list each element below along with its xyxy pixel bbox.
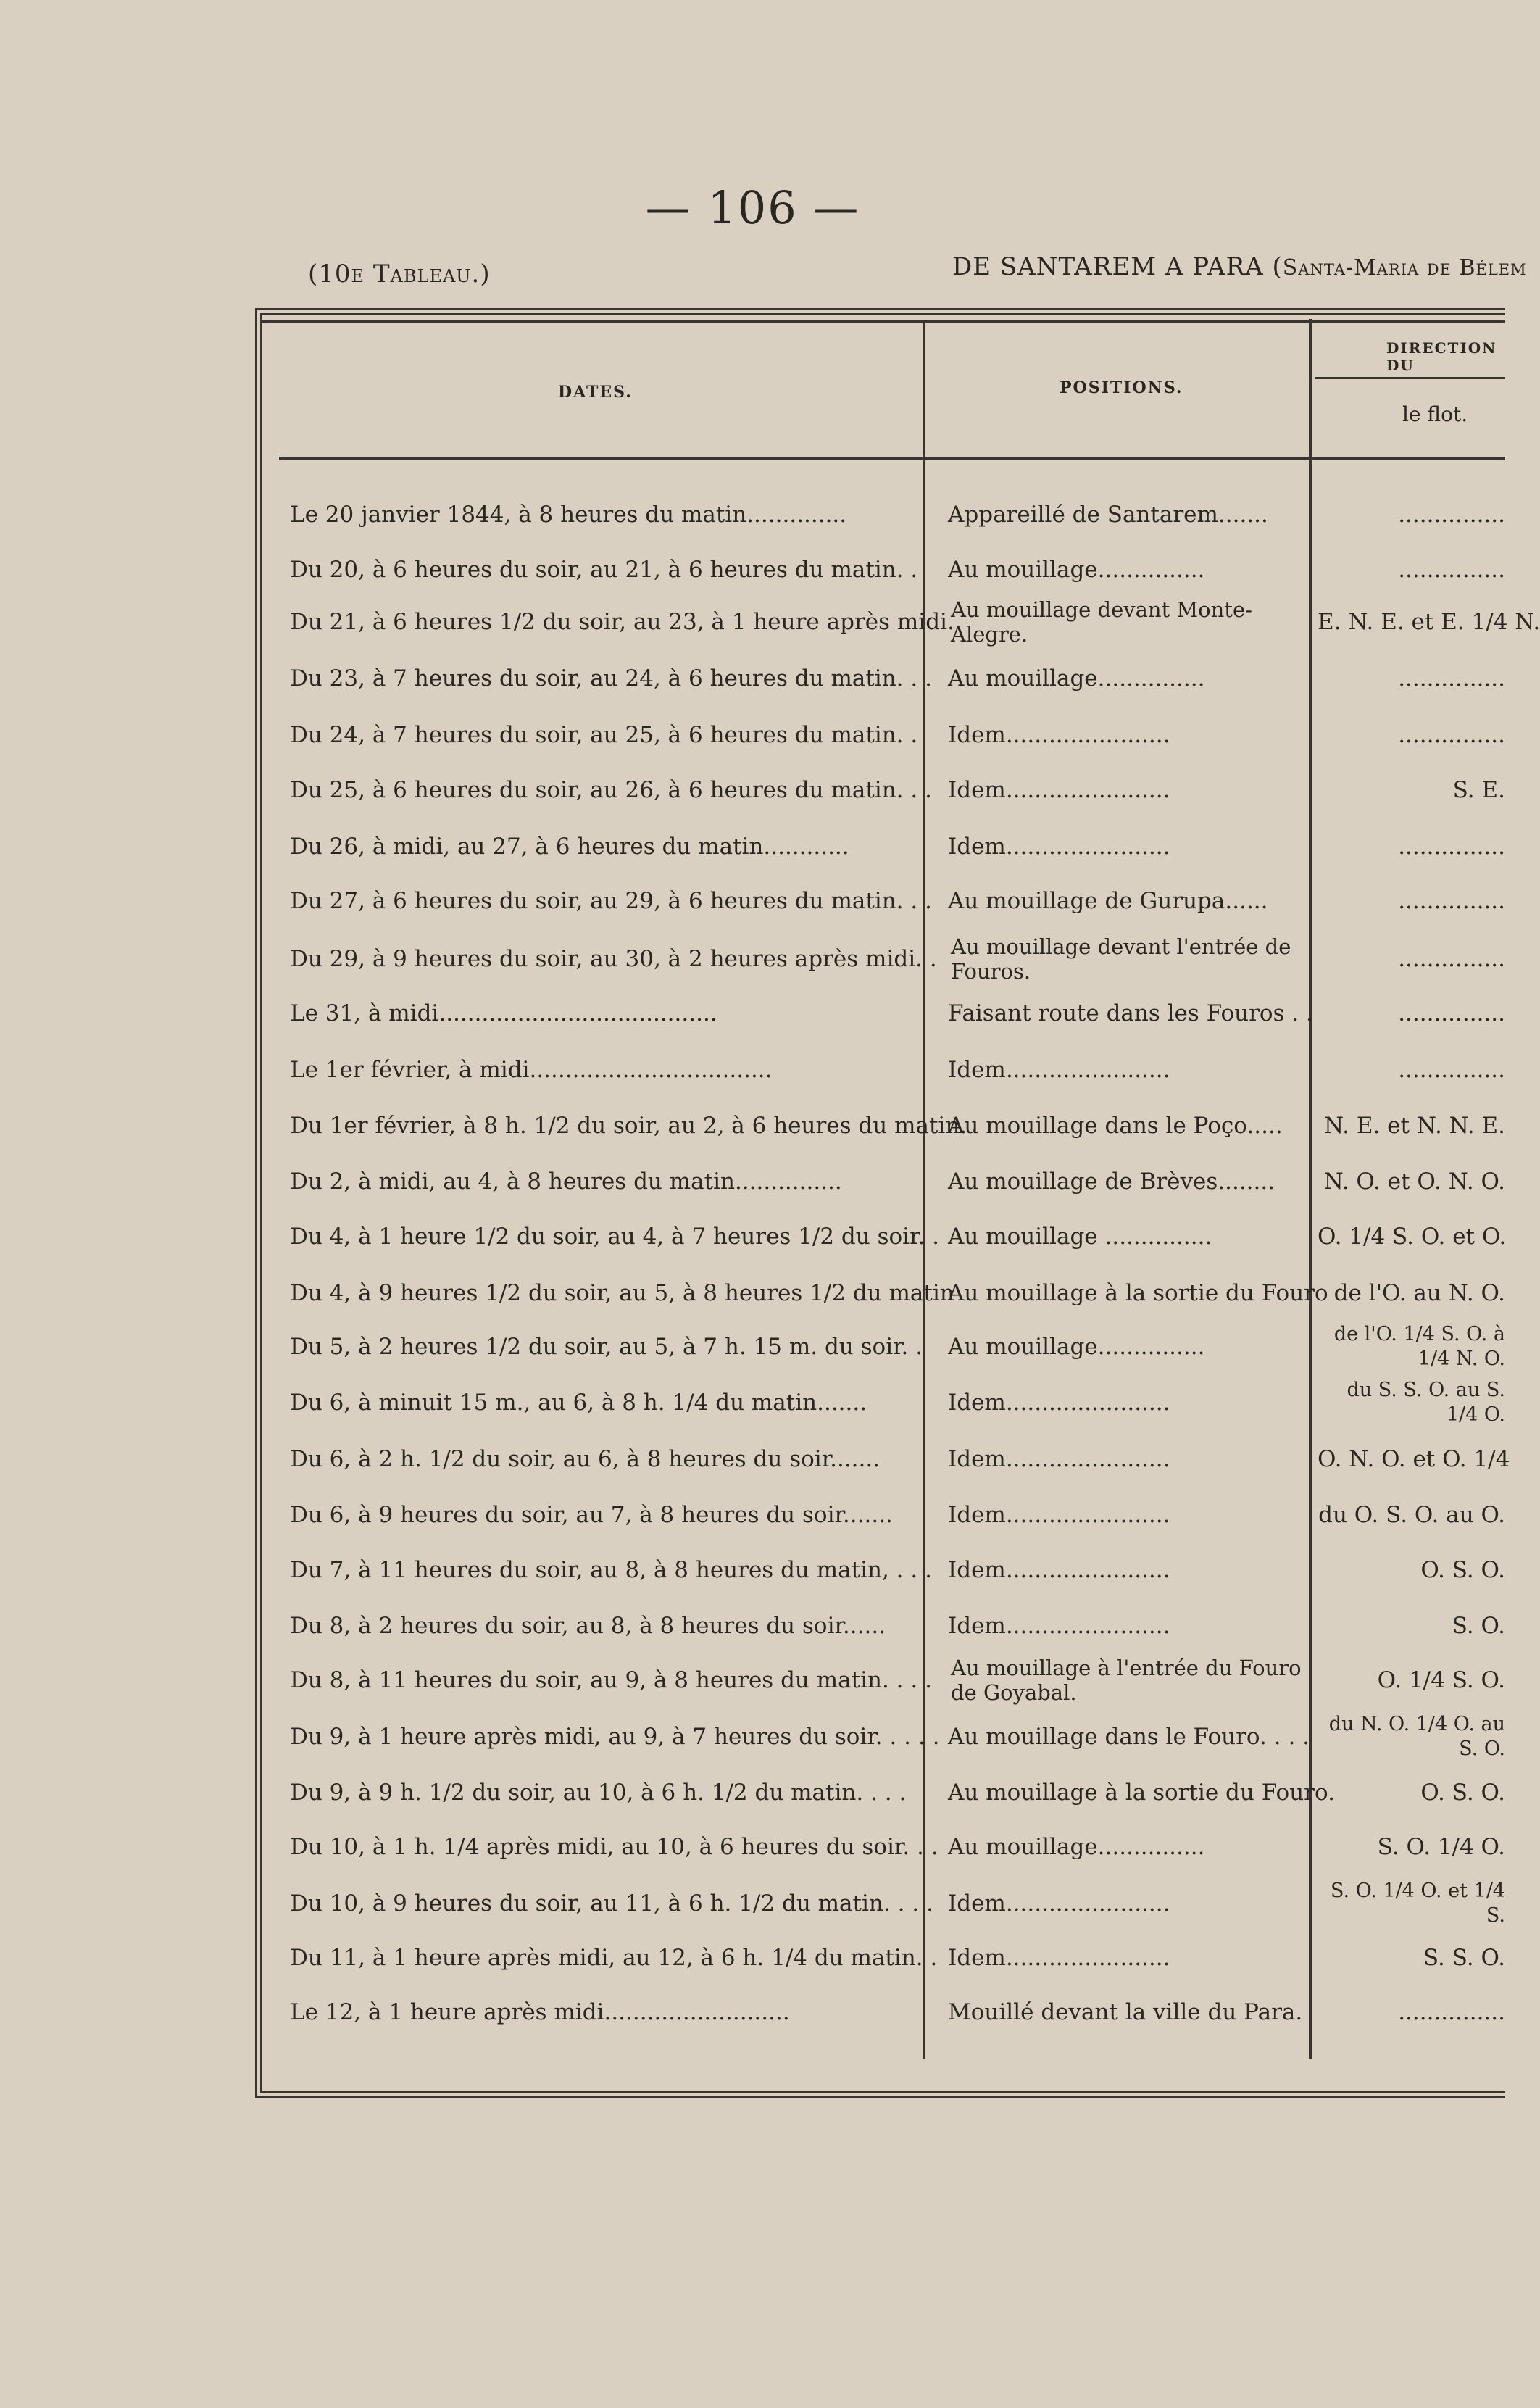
cell-position: Au mouillage...............: [948, 665, 1205, 692]
cell-flot: ...............: [1398, 1057, 1505, 1083]
table-row: [0, 1168, 1505, 1219]
cell-position: Idem.......................: [948, 1502, 1170, 1528]
table-row: [0, 665, 1505, 716]
cell-date: Du 21, à 6 heures 1/2 du soir, au 23, à 1 heure après midi.: [290, 609, 954, 635]
cell-date: Du 4, à 1 heure 1/2 du soir, au 4, à 7 heures 1/2 du soir. .: [290, 1224, 940, 1250]
cell-date: Du 4, à 9 heures 1/2 du soir, au 5, à 8 heures 1/2 du matin: [290, 1280, 954, 1306]
cell-position: Idem.......................: [948, 1945, 1170, 1971]
cell-date: Du 27, à 6 heures du soir, au 29, à 6 heures du matin. . .: [290, 888, 932, 914]
table-row: [0, 1057, 1505, 1108]
cell-position: Au mouillage devant l'entrée de Fouros.: [951, 934, 1291, 984]
cell-position: Au mouillage devant Monte-Alegre.: [951, 597, 1252, 647]
table-row: [0, 502, 1505, 552]
table-row: [0, 1999, 1505, 2050]
cell-position: Appareillé de Santarem.......: [948, 502, 1268, 528]
cell-date: Du 2, à midi, au 4, à 8 heures du matin...............: [290, 1168, 842, 1195]
cell-flot: ...............: [1398, 557, 1505, 583]
cell-position: Mouillé devant la ville du Para.: [948, 1999, 1303, 2025]
table-row: [0, 1224, 1505, 1274]
table-row: [0, 1945, 1505, 1996]
cell-position: Au mouillage à l'entrée du Fouro de Goyabal.: [951, 1656, 1302, 1705]
direction-rule: [1315, 377, 1505, 379]
cell-date: Du 5, à 2 heures 1/2 du soir, au 5, à 7 h. 15 m. du soir. .: [290, 1334, 923, 1360]
cell-date: Du 25, à 6 heures du soir, au 26, à 6 heures du matin. . .: [290, 777, 932, 803]
cell-position: Idem.......................: [948, 777, 1170, 803]
cell-flot: E. N. E. et E. 1/4 N.: [1318, 609, 1540, 635]
cell-position: Idem.......................: [948, 1057, 1170, 1083]
column-header-dates: DATES.: [558, 383, 633, 402]
table-row: [0, 1446, 1510, 1497]
cell-position: Faisant route dans les Fouros . .: [948, 1000, 1313, 1026]
table-row: [0, 1557, 1505, 1608]
table-row: [0, 1113, 1505, 1163]
cell-date: Du 26, à midi, au 27, à 6 heures du matin............: [290, 834, 849, 860]
cell-date: Du 8, à 11 heures du soir, au 9, à 8 heures du matin. . . .: [290, 1667, 932, 1693]
cell-date: Le 31, à midi.......................................: [290, 1000, 717, 1026]
cell-flot: O. 1/4 S. O.: [1377, 1667, 1505, 1693]
table-row: [0, 888, 1505, 939]
cell-position: Idem.......................: [948, 1390, 1170, 1416]
cell-position: Idem.......................: [948, 834, 1170, 860]
table-row: [0, 777, 1505, 828]
cell-date: Du 29, à 9 heures du soir, au 30, à 2 heures après midi. .: [290, 946, 937, 972]
cell-flot: S. S. O.: [1423, 1945, 1505, 1971]
cell-position: Idem.......................: [948, 1557, 1170, 1583]
cell-flot: O. S. O.: [1420, 1557, 1505, 1583]
cell-flot: S. O. 1/4 O. et 1/4 S.: [1330, 1880, 1505, 1927]
cell-flot: ...............: [1398, 502, 1505, 528]
cell-flot: O. 1/4 S. O. et O.: [1318, 1224, 1507, 1250]
cell-date: Du 24, à 7 heures du soir, au 25, à 6 heures du matin. .: [290, 722, 918, 748]
cell-date: Du 9, à 9 h. 1/2 du soir, au 10, à 6 h. 1/2 du matin. . . .: [290, 1780, 907, 1806]
cell-flot: N. O. et O. N. O.: [1323, 1168, 1505, 1195]
table-row: [0, 597, 1540, 660]
cell-date: Du 6, à minuit 15 m., au 6, à 8 h. 1/4 du matin.......: [290, 1390, 867, 1416]
page-number: — 106 —: [645, 181, 860, 234]
cell-flot: de l'O. au N. O.: [1333, 1280, 1505, 1306]
cell-flot: ...............: [1398, 1000, 1505, 1026]
cell-flot: N. E. et N. N. E.: [1323, 1113, 1505, 1139]
cell-position: Idem.......................: [948, 1613, 1170, 1639]
table-row: [0, 1000, 1505, 1051]
cell-flot: O. S. O.: [1420, 1780, 1505, 1806]
cell-date: Du 7, à 11 heures du soir, au 8, à 8 heures du matin, . . .: [290, 1557, 932, 1583]
cell-position: Au mouillage...............: [948, 1834, 1205, 1860]
cell-flot: de l'O. 1/4 S. O. à 1/4 N. O.: [1333, 1323, 1505, 1370]
cell-date: Du 9, à 1 heure après midi, au 9, à 7 heures du soir. . . . .: [290, 1724, 940, 1750]
cell-flot: O. N. O. et O. 1/4: [1318, 1446, 1510, 1472]
tableau-label: (10e Tableau.): [308, 260, 491, 288]
table-row: [0, 1280, 1505, 1331]
cell-position: Au mouillage...............: [948, 557, 1205, 583]
cell-position: Au mouillage dans le Fouro. . . .: [948, 1724, 1310, 1750]
cell-position: Idem.......................: [948, 722, 1170, 748]
table-row: [0, 1880, 1505, 1941]
table-row: [0, 1379, 1505, 1440]
table-row: [0, 934, 1505, 997]
cell-flot: S. O. 1/4 O.: [1377, 1834, 1505, 1860]
cell-date: Du 1er février, à 8 h. 1/2 du soir, au 2, à 6 heures du matin.: [290, 1113, 967, 1139]
cell-date: Du 10, à 1 h. 1/4 après midi, au 10, à 6 heures du soir. . .: [290, 1834, 938, 1860]
cell-date: Du 20, à 6 heures du soir, au 21, à 6 heures du matin. .: [290, 557, 918, 583]
cell-date: Du 23, à 7 heures du soir, au 24, à 6 heures du matin. . .: [290, 665, 932, 692]
cell-flot: ...............: [1398, 946, 1505, 972]
cell-flot: du O. S. O. au O.: [1318, 1502, 1505, 1528]
cell-position: Au mouillage ...............: [948, 1224, 1212, 1250]
cell-date: Du 6, à 9 heures du soir, au 7, à 8 heures du soir.......: [290, 1502, 893, 1528]
cell-flot: ...............: [1398, 888, 1505, 914]
route-main: DE SANTAREM A PARA (: [952, 252, 1283, 281]
cell-position: Au mouillage à la sortie du Fouro: [948, 1280, 1328, 1306]
cell-flot: ...............: [1398, 834, 1505, 860]
cell-date: Du 8, à 2 heures du soir, au 8, à 8 heures du soir......: [290, 1613, 886, 1639]
cell-position: Idem.......................: [948, 1446, 1170, 1472]
cell-date: Le 1er février, à midi..................................: [290, 1057, 773, 1083]
cell-flot: du S. S. O. au S. 1/4 O.: [1347, 1379, 1505, 1426]
cell-date: Le 12, à 1 heure après midi..........................: [290, 1999, 790, 2025]
cell-flot: ...............: [1398, 722, 1505, 748]
cell-flot: ...............: [1398, 1999, 1505, 2025]
cell-date: Du 11, à 1 heure après midi, au 12, à 6 h. 1/4 du matin. .: [290, 1945, 938, 1971]
table-row: [0, 722, 1505, 773]
cell-flot: du N. O. 1/4 O. au S. O.: [1328, 1713, 1505, 1760]
header-rule-top: [261, 320, 1505, 323]
table-row: [0, 1502, 1505, 1553]
column-header-positions: POSITIONS.: [1060, 378, 1183, 397]
table-row: [0, 834, 1505, 884]
cell-date: Du 6, à 2 h. 1/2 du soir, au 6, à 8 heures du soir.......: [290, 1446, 881, 1472]
cell-date: Du 10, à 9 heures du soir, au 11, à 6 h. 1/2 du matin. . . .: [290, 1890, 933, 1917]
column-header-direction: DIRECTION DU: [1386, 339, 1497, 374]
cell-position: Au mouillage...............: [948, 1334, 1205, 1360]
table-row: [0, 1656, 1505, 1718]
cell-position: Au mouillage dans le Poço.....: [948, 1113, 1283, 1139]
table-row: [0, 1780, 1505, 1830]
table-row: [0, 1323, 1505, 1384]
cell-flot: S. O.: [1452, 1613, 1505, 1639]
route-title: [952, 252, 1527, 281]
cell-date: Le 20 janvier 1844, à 8 heures du matin..............: [290, 502, 847, 528]
cell-flot: S. E.: [1452, 777, 1505, 803]
table-row: [0, 1713, 1505, 1774]
cell-position: Au mouillage de Gurupa......: [948, 888, 1268, 914]
column-header-flot: le flot.: [1402, 402, 1468, 426]
table-row: [0, 1834, 1505, 1885]
cell-flot: ...............: [1398, 665, 1505, 692]
route-subtitle: Santa-Maria de Bélem: [1282, 255, 1527, 281]
cell-position: Au mouillage à la sortie du Fouro.: [948, 1780, 1335, 1806]
header-rule-bottom: [279, 457, 1505, 460]
cell-position: Idem.......................: [948, 1890, 1170, 1917]
cell-position: Au mouillage de Brèves........: [948, 1168, 1275, 1195]
